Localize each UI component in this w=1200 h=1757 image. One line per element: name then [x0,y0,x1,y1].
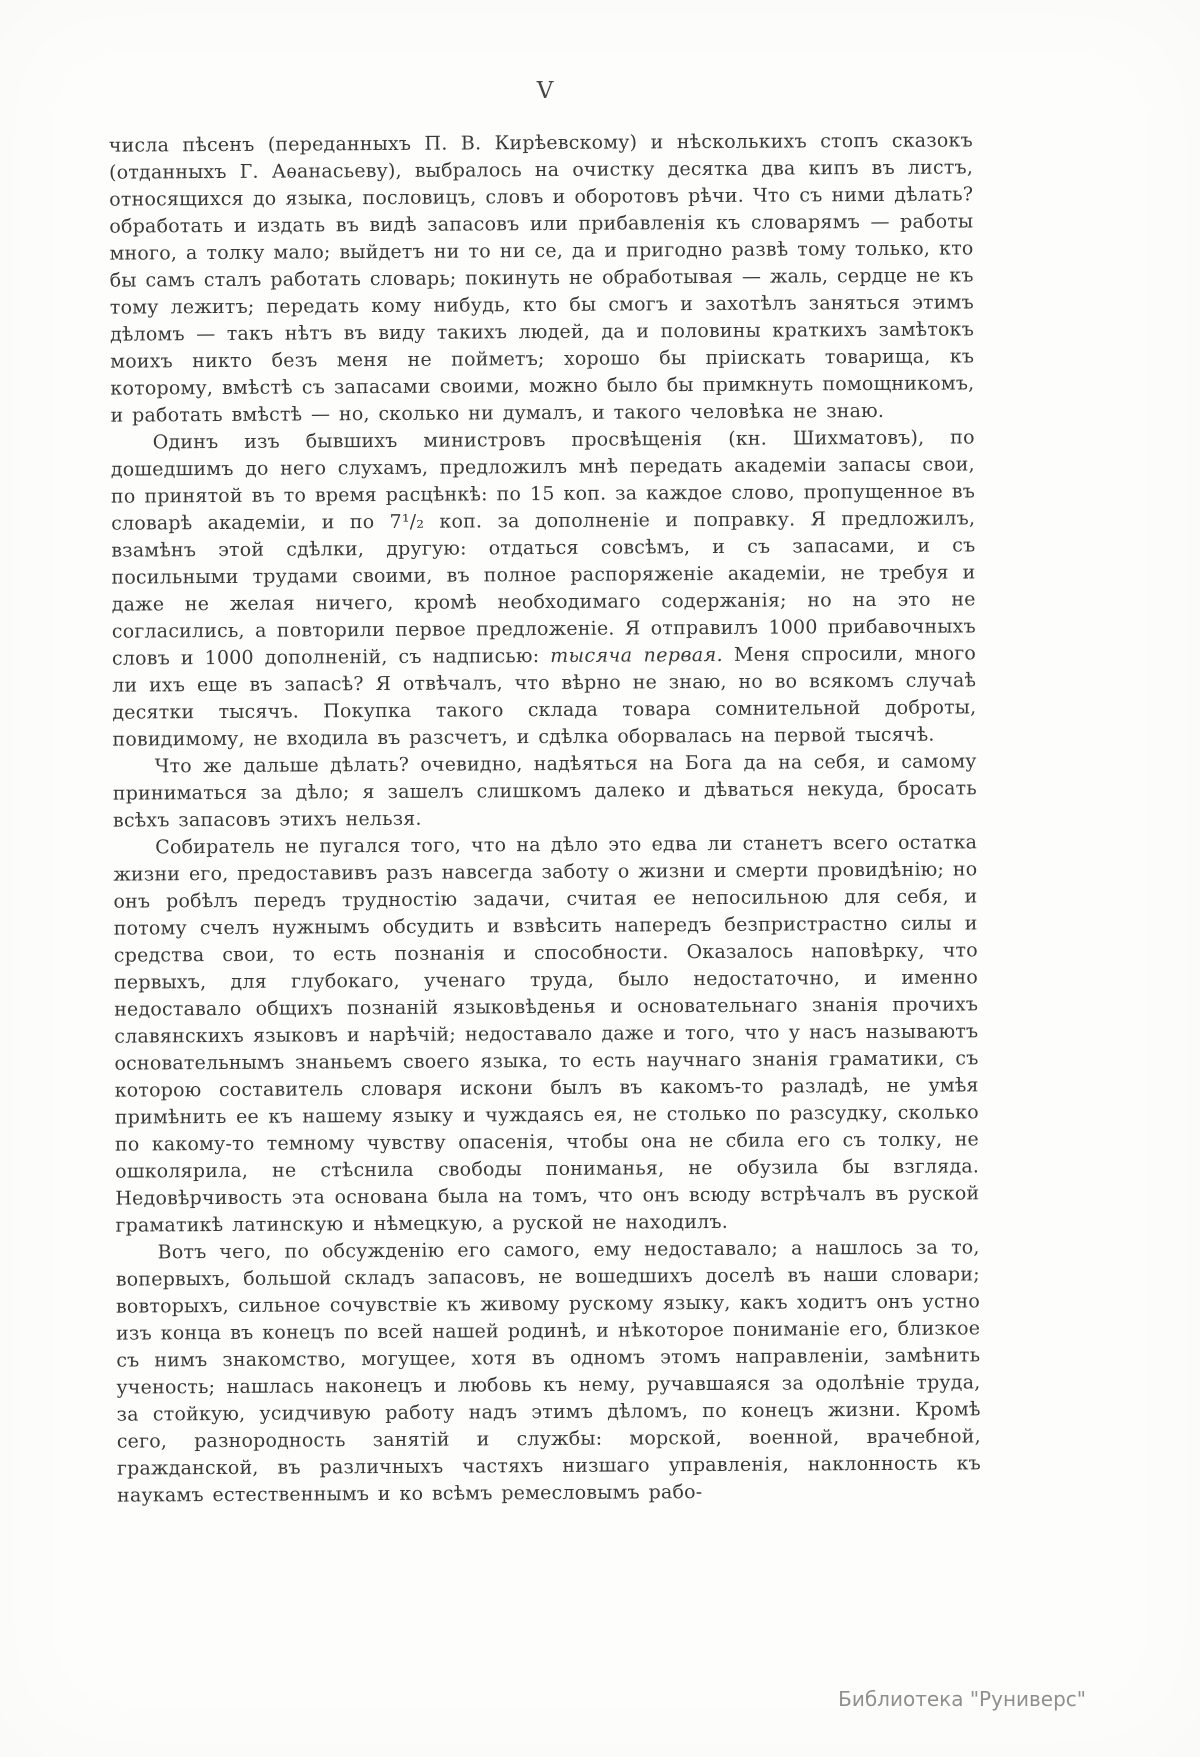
paragraph-ministry-offer [111,424,977,753]
page-number: V [536,78,554,104]
paragraph-text-before-inscription: Одинъ изъ бывшихъ министровъ просвѣщенія (кн. Шихматовъ), по дошедшимъ до него слухамъ, предложилъ мнѣ передать академіи запасы свои, по принятой въ то время расцѣнкѣ: по 15 коп. за каждое слово, пропущенное въ словарѣ академіи, и по 7¹/₂ коп. за дополненіе и поправку. Я предложилъ, взамѣнъ этой сдѣлки, другую: отдаться совсѣмъ, и съ запасами, и съ посильными трудами своими, въ полное распоряженіе академіи, не требуя и даже не желая ничего, кромѣ необходимаго содержанія; но на это не согласились, а повторили первое предложеніе. Я отправилъ 1000 прибавочныхъ словъ и 1000 дополненій, съ надписью: [110,426,976,670]
paragraph-text-after-inscription: Меня спросили, много ли ихъ еще въ запасѣ? Я отвѣчалъ, что вѣрно не знаю, но во всякомъ случаѣ десятки тысячъ. Покупка такого склада товара сомнительной доброты, повидимому, не входила въ разсчетъ, и сдѣлка оборвалась на первой тысячѣ. [112,642,977,751]
paragraph-what-was-found: Вотъ чего, по обсужденію его самого, ему недоставало; а нашлось за то, вопервыхъ, большой складъ запасовъ, не вошедшихъ доселѣ въ наши словари; вовторыхъ, сильное сочувствіе къ живому рускому языку, какъ ходитъ онъ устно изъ конца въ конецъ по всей нашей родинѣ, и нѣкоторое пониманіе его, близкое съ нимъ знакомство, могущее, хотя въ одномъ этомъ направленіи, замѣнить ученость; нашлась наконецъ и любовь къ нему, ручавшаяся за одолѣніе труда, за стойкую, усидчивую работу надъ этимъ дѣломъ, по конецъ жизни. Кромѣ сего, разнородность занятій и службы: морской, военной, врачебной, гражданской, въ различныхъ частяхъ низшаго управленія, наклонность къ наукамъ естественнымъ и ко всѣмъ ремесловымъ рабо- [115,1236,982,1507]
paragraph-what-next: Что же дальше дѣлать? очевидно, надѣяться на Бога да на себя, и самому приниматься за дѣло; я зашелъ слишкомъ далеко и дѣваться некуда, бросать всѣхъ запасовъ этихъ нельзя. [112,750,977,832]
inscription-italic: тысяча первая. [550,643,724,667]
paragraph-continuation: числа пѣсенъ (переданныхъ П. В. Кирѣевскому) и нѣсколькихъ стопъ сказокъ (отданныхъ Г. Аѳанасьеву), выбралось на очистку десятка два кипъ въ листъ, относящихся до языка, пословицъ, словъ и оборотовъ рѣчи. Что съ ними дѣлать? обработать и издать въ видѣ запасовъ или прибавленія къ словарямъ — работы много, а толку мало; выйдетъ ни то ни се, да и пригодно развѣ тому только, кто бы самъ сталъ работать словарь; покинуть не обработывая — жаль, сердце не къ тому лежитъ; передать кому нибудь, кто бы смогъ и захотѣлъ заняться этимъ дѣломъ — такъ нѣтъ въ виду такихъ людей, да и половины краткихъ замѣтокъ моихъ никто безъ меня не пойметъ; хорошо бы пріискать товарища, къ которому, вмѣстѣ съ запасами своими, можно было бы примкнуть помощникомъ, и работать вмѣстѣ — но, сколько ни думалъ, и такого человѣка не знаю. [108,129,975,427]
paragraph-collector-doubts: Собиратель не пугался того, что на дѣло это едва ли станетъ всего остатка жизни его, предоставивъ разъ навсегда заботу о жизни и смерти провидѣнію; но онъ робѣлъ передъ трудностію задачи, считая ее непосильною для себя, и потому счелъ нужнымъ обсудить и взвѣсить напередъ безпристрастно силы и средства свои, то есть познанія и способности. Оказалось наповѣрку, что первыхъ, для глубокаго, ученаго труда, было недостаточно, и именно недоставало общихъ познаній языковѣденья и основательнаго знанія прочихъ славянскихъ языковъ и нарѣчій; недоставало даже и того, что у насъ называютъ основательнымъ знаньемъ своего языка, то есть научнаго знанія граматики, съ которою составитель словаря искони былъ въ какомъ-то разладѣ, не умѣя примѣнить ее къ нашему языку и чуждаясь ея, не столько по разсудку, сколько по какому-то темному чувству опасенія, чтобы она не сбила его съ толку, не ошколярила, не стѣснила свободы пониманья, не обузила бы взгляда. Недовѣрчивость эта основана была на томъ, что онъ всюду встрѣчалъ въ руской граматикѣ латинскую и нѣмецкую, а руской не находилъ. [113,831,980,1237]
library-watermark: Библиотека "Руниверс" [838,1687,1086,1711]
text-block [109,127,981,1509]
